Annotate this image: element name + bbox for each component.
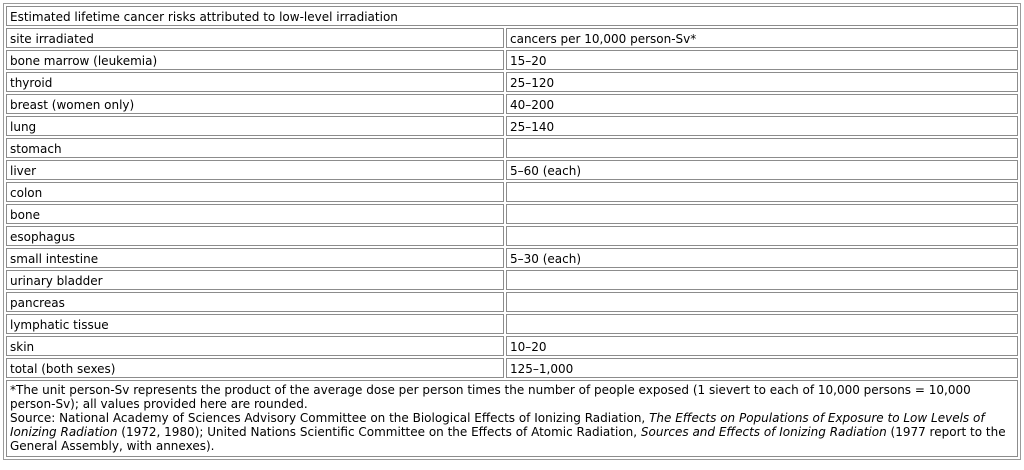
- table-row: [6, 94, 1018, 114]
- source-prefix: Source: National Academy of Sciences Advisory Committee on the Biological Effects of Ionizing Radiation,: [10, 411, 650, 425]
- risk-value-cell: 15–20: [506, 50, 1018, 70]
- source-title-1: The Effects on Populations of Exposure to Low Levels of Ionizing Radiation: [10, 411, 985, 439]
- site-cell: urinary bladder: [6, 270, 504, 290]
- site-cell: stomach: [6, 138, 504, 158]
- header-site: site irradiated: [6, 28, 504, 48]
- table-row: [6, 314, 1018, 334]
- risk-value-cell: 25–120: [506, 72, 1018, 92]
- risk-value-cell: 40–200: [506, 94, 1018, 114]
- title-row: [6, 6, 1018, 26]
- header-row: [6, 28, 1018, 48]
- risk-value-cell: [506, 314, 1018, 334]
- table-row: [6, 292, 1018, 312]
- site-cell: breast (women only): [6, 94, 504, 114]
- site-cell: lymphatic tissue: [6, 314, 504, 334]
- footnote-cell: [6, 380, 1018, 457]
- source-title-2: Sources and Effects of Ionizing Radiation: [640, 425, 887, 439]
- table-row: [6, 336, 1018, 356]
- site-cell: skin: [6, 336, 504, 356]
- site-cell: bone: [6, 204, 504, 224]
- table-row: [6, 160, 1018, 180]
- site-cell: thyroid: [6, 72, 504, 92]
- table-row: [6, 116, 1018, 136]
- footnote-row: [6, 380, 1018, 457]
- risk-value-cell: [506, 204, 1018, 224]
- table-row: [6, 204, 1018, 224]
- table-row: [6, 72, 1018, 92]
- site-cell: total (both sexes): [6, 358, 504, 378]
- site-cell: esophagus: [6, 226, 504, 246]
- table-row: [6, 270, 1018, 290]
- risk-value-cell: [506, 292, 1018, 312]
- table-row: [6, 248, 1018, 268]
- risk-value-cell: 5–30 (each): [506, 248, 1018, 268]
- table-row: [6, 182, 1018, 202]
- site-cell: colon: [6, 182, 504, 202]
- table-row: [6, 50, 1018, 70]
- site-cell: liver: [6, 160, 504, 180]
- site-cell: pancreas: [6, 292, 504, 312]
- risk-value-cell: [506, 270, 1018, 290]
- source-suffix: (1977 report to the General Assembly, with annexes).: [10, 425, 1006, 453]
- footnote-text: *The unit person-Sv represents the product of the average dose per person times the number of people exposed (1 sievert to each of 10,000 persons = 10,000 person-Sv); all values provided here are rounded.: [10, 383, 971, 411]
- site-cell: bone marrow (leukemia): [6, 50, 504, 70]
- site-cell: lung: [6, 116, 504, 136]
- cancer-risk-table: [3, 3, 1021, 460]
- risk-value-cell: [506, 182, 1018, 202]
- header-cancers: cancers per 10,000 person-Sv*: [506, 28, 1018, 48]
- source-middle: (1972, 1980); United Nations Scientific Committee on the Effects of Atomic Radiation,: [117, 425, 641, 439]
- table-row: [6, 358, 1018, 378]
- table-row: [6, 138, 1018, 158]
- site-cell: small intestine: [6, 248, 504, 268]
- table-title: Estimated lifetime cancer risks attributed to low-level irradiation: [6, 6, 1018, 26]
- risk-value-cell: 125–1,000: [506, 358, 1018, 378]
- risk-value-cell: 25–140: [506, 116, 1018, 136]
- risk-value-cell: 10–20: [506, 336, 1018, 356]
- risk-value-cell: [506, 226, 1018, 246]
- risk-value-cell: 5–60 (each): [506, 160, 1018, 180]
- table-row: [6, 226, 1018, 246]
- risk-value-cell: [506, 138, 1018, 158]
- table-container: [3, 3, 1021, 460]
